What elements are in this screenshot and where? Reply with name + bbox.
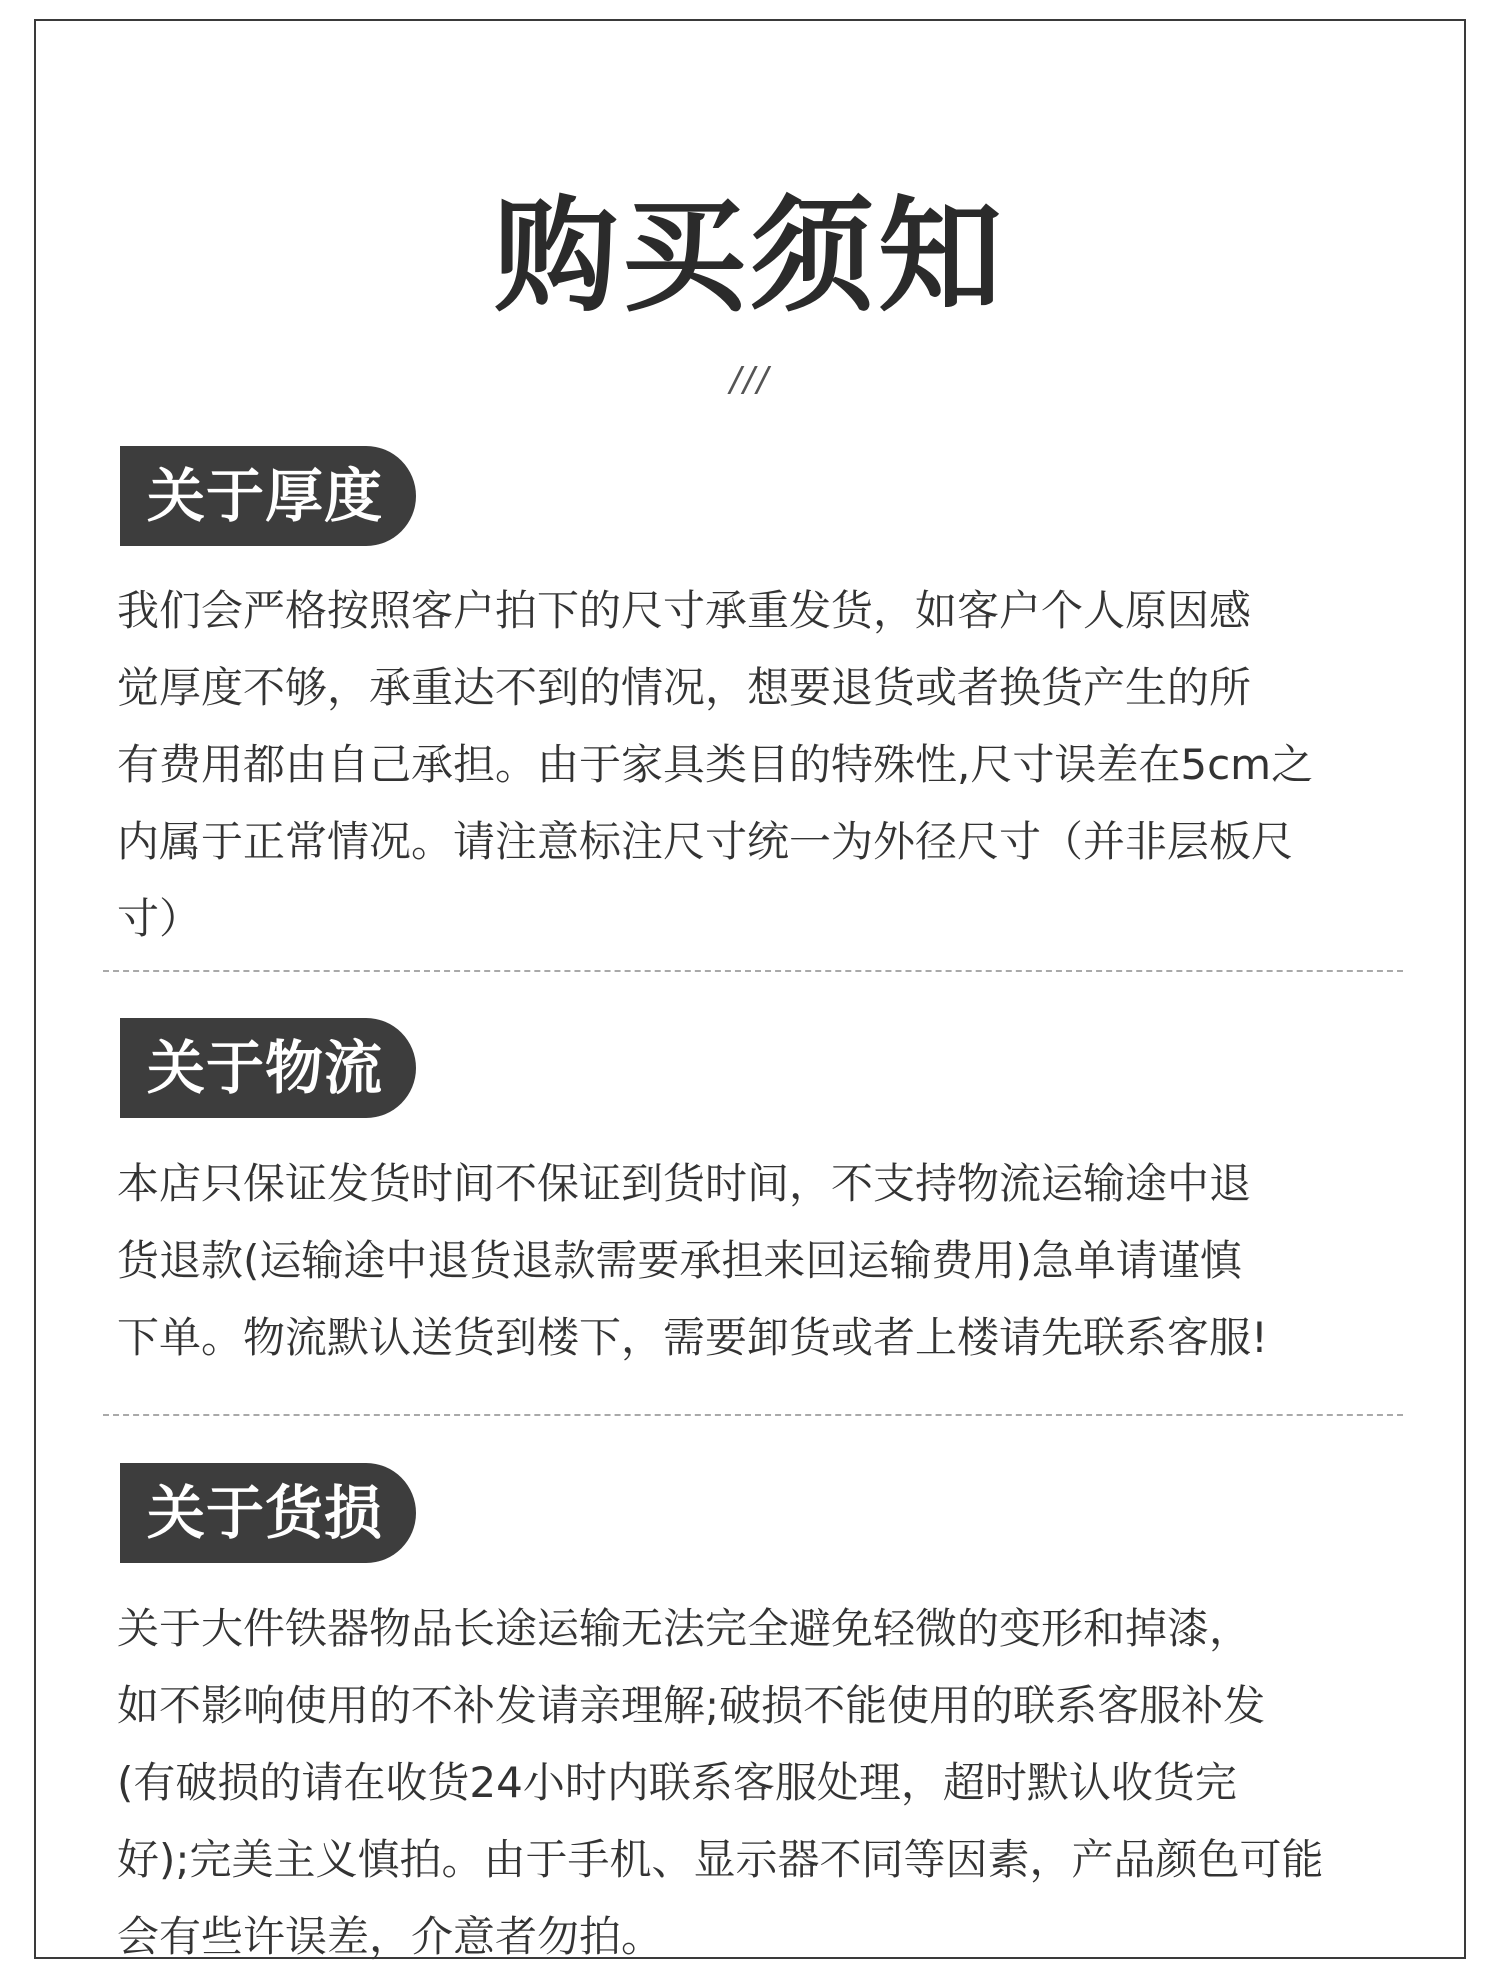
section-heading-damage: 关于货损 (120, 1463, 416, 1563)
section-heading-logistics: 关于物流 (120, 1018, 416, 1118)
section-heading-thickness: 关于厚度 (120, 446, 416, 546)
section-body-logistics: 本店只保证发货时间不保证到货时间，不支持物流运输途中退 货退款(运输途中退货退款需要承担来回运输费用)急单请谨慎 下单。物流默认送货到楼下，需要卸货或者上楼请先联系客服! (117, 1159, 1268, 1362)
section-divider (103, 970, 1403, 972)
section-body-damage: 关于大件铁器物品长途运输无法完全避免轻微的变形和掉漆， 如不影响使用的不补发请亲理解;破损不能使用的联系客服补发 (有破损的请在收货24小时内联系客服处理，超时默认收货完 好);完美主义慎拍。由于手机、显示器不同等因素，产品颜色可能 会有些许误差，介意者勿拍。 (117, 1604, 1324, 1961)
page-title: 购买须知 (493, 185, 1006, 329)
section-body-thickness: 我们会严格按照客户拍下的尺寸承重发货，如客户个人原因感 觉厚度不够，承重达不到的情况，想要退货或者换货产生的所 有费用都由自己承担。由于家具类目的特殊性,尺寸误差在5cm之 内属于正常情况。请注意标注尺寸统一为外径尺寸（并非层板尺 寸） (117, 586, 1314, 943)
title-ornament: /// (729, 360, 771, 400)
section-divider (103, 1414, 1403, 1416)
